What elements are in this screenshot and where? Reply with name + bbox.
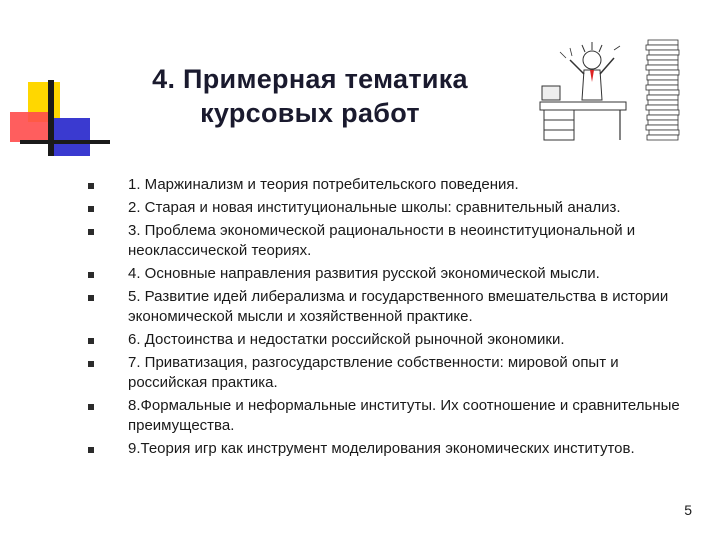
list-item [88,198,688,218]
list-item-text: 2. Старая и новая институциональные школы: сравнительный анализ. [128,199,621,216]
bullet-square-icon [88,183,94,189]
bullet-square-icon [88,229,94,235]
list-item [88,396,688,436]
list-item [88,287,688,327]
list-item-text: 4. Основные направления развития русской экономической мысли. [128,265,600,282]
list-item-text: 9.Теория игр как инструмент моделирования экономических институтов. [128,440,635,457]
bullet-square-icon [88,447,94,453]
title-line-2: курсовых работ [200,98,420,128]
bullet-square-icon [88,404,94,410]
decorative-squares-icon [0,0,110,170]
list-item-text: 7. Приватизация, разгосударствление собственности: мировой опыт и российская практика. [128,354,619,391]
bullet-square-icon [88,338,94,344]
bullet-square-icon [88,272,94,278]
list-item [88,264,688,284]
list-item [88,221,688,261]
list-item [88,330,688,350]
list-item-text: 5. Развитие идей либерализма и государственного вмешательства в истории экономической мысли и хозяйственной практике. [128,288,669,325]
list-item-text: 8.Формальные и неформальные институты. Их соотношение и сравнительные преимущества. [128,397,680,434]
list-item-text: 6. Достоинства и недостатки российской рыночной экономики. [128,331,565,348]
list-item-text: 1. Маржинализм и теория потребительского поведения. [128,176,519,193]
list-item [88,175,688,195]
title-line-1: 4. Примерная тематика [152,64,468,94]
list-item [88,353,688,393]
page-title [105,62,515,130]
bullet-square-icon [88,295,94,301]
topics-list [88,175,688,462]
bullet-square-icon [88,361,94,367]
list-item-text: 3. Проблема экономической рациональности в неоинституциональной и неоклассической теориях. [128,222,636,259]
office-worker-clipart-icon [530,30,700,160]
bullet-square-icon [88,206,94,212]
page-number: 5 [684,502,692,518]
list-item [88,439,688,459]
